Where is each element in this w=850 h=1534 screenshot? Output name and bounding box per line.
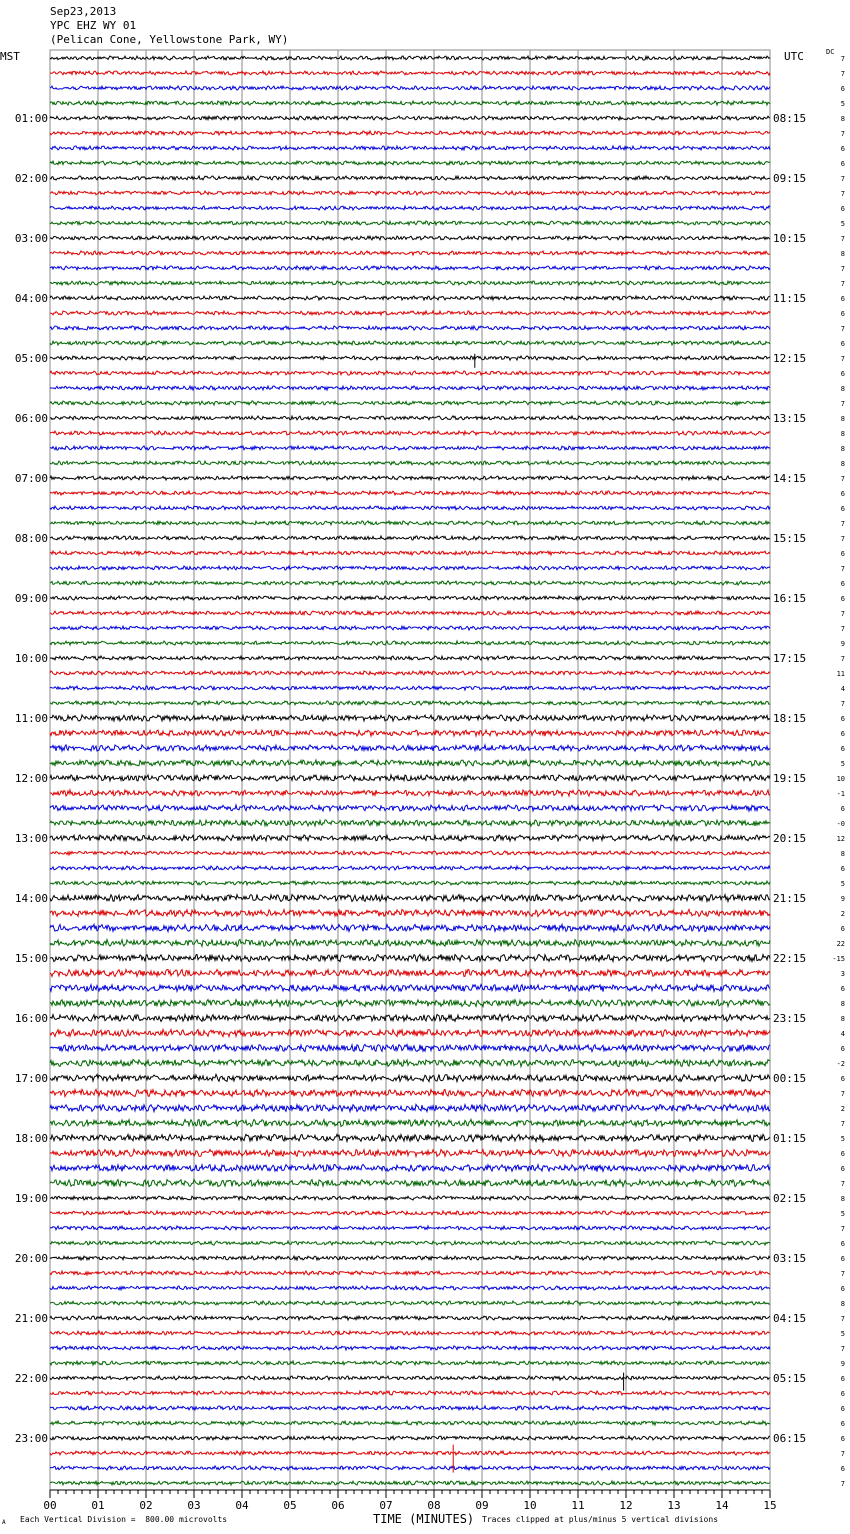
x-tick-label: 02 (139, 1499, 153, 1512)
dc-offset-value: 8 (840, 1195, 845, 1203)
seismic-trace (50, 236, 770, 240)
hour-label-mst: 20:00 (14, 1252, 48, 1265)
seismic-trace (50, 536, 770, 540)
hour-label-mst: 23:00 (14, 1432, 48, 1445)
dc-offset-value: 7 (840, 1315, 845, 1323)
seismic-trace (50, 835, 770, 841)
seismic-trace (50, 521, 770, 525)
hour-label-mst: 15:00 (14, 952, 48, 965)
hour-label-mst: 07:00 (14, 472, 48, 485)
seismic-trace (50, 581, 770, 585)
seismic-trace (50, 56, 770, 60)
seismic-trace (50, 1000, 770, 1007)
seismic-trace (50, 461, 770, 465)
dc-offset-value: 8 (840, 385, 845, 393)
seismic-trace (50, 1361, 770, 1365)
seismic-trace (50, 191, 770, 195)
dc-offset-value: -0 (836, 820, 845, 828)
seismic-trace (50, 221, 770, 225)
hour-label-mst: 19:00 (14, 1192, 48, 1205)
dc-offset-value: 6 (840, 805, 845, 813)
seismic-trace (50, 101, 770, 105)
dc-offset-value: 6 (840, 1435, 845, 1443)
seismic-trace (50, 1211, 770, 1215)
dc-offset-value: 6 (840, 550, 845, 558)
hour-label-utc: 00:15 (773, 1072, 807, 1085)
dc-offset-value: 6 (840, 85, 845, 93)
seismic-trace (50, 356, 770, 360)
hour-label-utc: 22:15 (773, 952, 807, 965)
dc-offset-value: 8 (840, 430, 845, 438)
seismic-trace (50, 86, 770, 90)
hour-label-utc: 13:15 (773, 412, 807, 425)
seismic-trace (50, 506, 770, 510)
dc-offset-value: 2 (840, 1105, 845, 1113)
dc-offset-value: 7 (840, 1180, 845, 1188)
hour-label-utc: 15:15 (773, 532, 807, 545)
x-tick-label: 11 (571, 1499, 585, 1512)
seismic-trace (50, 924, 770, 931)
hour-label-utc: 10:15 (773, 232, 807, 245)
footer-clip: Traces clipped at plus/minus 5 vertical divisions (482, 1515, 719, 1524)
dc-offset-value: 6 (840, 925, 845, 933)
hour-label-utc: 14:15 (773, 472, 807, 485)
seismic-trace (50, 851, 770, 855)
hour-label-mst: 02:00 (14, 172, 48, 185)
dc-offset-value: 5 (840, 880, 845, 888)
hour-label-utc: 03:15 (773, 1252, 807, 1265)
chart-date: Sep23,2013 (50, 5, 117, 18)
dc-offset-value: 6 (840, 160, 845, 168)
dc-offset-value: 8 (840, 1300, 845, 1308)
seismic-trace (50, 161, 770, 165)
dc-offset-value: 6 (840, 1405, 845, 1413)
seismic-trace (50, 1014, 770, 1021)
dc-offset-value: 8 (840, 1015, 845, 1023)
dc-offset-value: 7 (840, 355, 845, 363)
dc-offset-value: 10 (836, 775, 845, 783)
seismic-trace (50, 1421, 770, 1425)
seismic-trace (50, 1134, 770, 1141)
dc-offset-value: 3 (840, 970, 845, 978)
seismic-trace (50, 881, 770, 885)
dc-offset-value: 9 (840, 640, 845, 648)
seismic-trace (50, 1316, 770, 1320)
x-tick-label: 12 (619, 1499, 633, 1512)
dc-offset-value: 7 (840, 70, 845, 78)
x-tick-label: 03 (187, 1499, 201, 1512)
dc-offset-value: 6 (840, 1045, 845, 1053)
dc-offset-value: 11 (836, 670, 845, 678)
station-name: YPC EHZ WY 01 (50, 19, 137, 32)
dc-offset-value: 6 (840, 1375, 845, 1383)
seismic-trace (50, 1286, 770, 1290)
hour-label-utc: 17:15 (773, 652, 807, 665)
dc-offset-value: 2 (840, 910, 845, 918)
seismic-trace (50, 1060, 770, 1067)
seismic-trace (50, 416, 770, 420)
dc-offset-value: 7 (840, 175, 845, 183)
hour-label-utc: 01:15 (773, 1132, 807, 1145)
seismic-trace (50, 251, 770, 255)
dc-offset-value: 6 (840, 295, 845, 303)
seismic-trace (50, 715, 770, 721)
x-tick-label: 00 (43, 1499, 57, 1512)
mst-label: MST (0, 50, 20, 63)
seismic-trace (50, 939, 770, 946)
dc-offset-value: 4 (840, 685, 845, 693)
dc-offset-value: 7 (840, 520, 845, 528)
dc-offset-value: 6 (840, 1150, 845, 1158)
hour-label-mst: 21:00 (14, 1312, 48, 1325)
seismic-trace (50, 745, 770, 751)
dc-offset-value: 6 (840, 1240, 845, 1248)
dc-offset-value: 7 (840, 1450, 845, 1458)
hour-label-mst: 22:00 (14, 1372, 48, 1385)
dc-offset-value: 6 (840, 1285, 845, 1293)
dc-offset-value: 7 (840, 325, 845, 333)
dc-offset-value: 7 (840, 265, 845, 273)
dc-offset-value: 7 (840, 280, 845, 288)
hour-label-mst: 10:00 (14, 652, 48, 665)
seismic-trace (50, 1481, 770, 1485)
dc-offset-value: 8 (840, 1000, 845, 1008)
dc-offset-value: 22 (836, 940, 845, 948)
dc-offset-value: 6 (840, 310, 845, 318)
x-tick-label: 13 (667, 1499, 681, 1512)
dc-offset-value: 7 (840, 1090, 845, 1098)
hour-label-mst: 13:00 (14, 832, 48, 845)
dc-offset-value: 8 (840, 250, 845, 258)
dc-offset-value: 4 (840, 1030, 845, 1038)
hour-label-utc: 20:15 (773, 832, 807, 845)
dc-offset-value: 7 (840, 1225, 845, 1233)
seismic-trace (50, 671, 770, 675)
hour-label-mst: 11:00 (14, 712, 48, 725)
seismic-trace (50, 1241, 770, 1245)
seismic-trace (50, 894, 770, 901)
dc-offset-value: 7 (840, 235, 845, 243)
seismic-trace (50, 1451, 770, 1455)
seismic-trace (50, 326, 770, 330)
hour-label-utc: 09:15 (773, 172, 807, 185)
dc-offset-value: 8 (840, 460, 845, 468)
dc-offset-value: 6 (840, 985, 845, 993)
seismic-trace (50, 656, 770, 660)
dc-offset-value: 5 (840, 1135, 845, 1143)
dc-offset-value: 6 (840, 370, 845, 378)
hour-label-utc: 06:15 (773, 1432, 807, 1445)
dc-offset-value: 7 (840, 55, 845, 63)
seismic-trace (50, 1044, 770, 1051)
dc-offset-value: -2 (836, 1060, 845, 1068)
seismic-trace (50, 805, 770, 811)
dc-offset-value: 6 (840, 715, 845, 723)
seismic-trace (50, 446, 770, 450)
hour-label-mst: 08:00 (14, 532, 48, 545)
seismic-trace (50, 775, 770, 781)
utc-label: UTC (784, 50, 804, 63)
x-axis-title: TIME (MINUTES) (373, 1512, 475, 1526)
seismic-trace (50, 431, 770, 435)
dc-offset-value: 6 (840, 730, 845, 738)
hour-label-mst: 06:00 (14, 412, 48, 425)
seismic-trace (50, 985, 770, 992)
hour-label-mst: 01:00 (14, 112, 48, 125)
dc-offset-value: 7 (840, 610, 845, 618)
dc-offset-value: 8 (840, 445, 845, 453)
dc-offset-value: 6 (840, 865, 845, 873)
x-tick-label: 05 (283, 1499, 297, 1512)
seismic-trace (50, 386, 770, 390)
dc-offset-value: 7 (840, 190, 845, 198)
dc-offset-value: 7 (840, 565, 845, 573)
seismic-trace (50, 1256, 770, 1260)
dc-offset-value: 7 (840, 1480, 845, 1488)
seismic-trace (50, 1196, 770, 1200)
hour-label-mst: 09:00 (14, 592, 48, 605)
seismic-trace (50, 71, 770, 75)
dc-offset-value: 12 (836, 835, 845, 843)
hour-label-utc: 12:15 (773, 352, 807, 365)
hour-label-mst: 14:00 (14, 892, 48, 905)
hour-label-utc: 16:15 (773, 592, 807, 605)
dc-offset-value: 8 (840, 115, 845, 123)
dc-offset-value: 7 (840, 130, 845, 138)
seismic-trace (50, 1376, 770, 1380)
footer-mark: A (2, 1519, 6, 1526)
dc-offset-value: 5 (840, 1330, 845, 1338)
dc-offset-value: 6 (840, 1420, 845, 1428)
seismic-trace (50, 701, 770, 705)
seismic-trace (50, 596, 770, 600)
seismic-trace (50, 686, 770, 690)
x-tick-label: 15 (763, 1499, 777, 1512)
dc-offset-value: 7 (840, 1345, 845, 1353)
dc-offset-value: -1 (836, 790, 845, 798)
dc-offset-value: 6 (840, 505, 845, 513)
hour-label-mst: 18:00 (14, 1132, 48, 1145)
seismic-trace (50, 611, 770, 615)
dc-offset-value: 6 (840, 580, 845, 588)
seismic-trace (50, 626, 770, 630)
seismic-trace (50, 476, 770, 480)
dc-offset-value: 7 (840, 655, 845, 663)
seismic-trace (50, 551, 770, 555)
seismic-trace (50, 969, 770, 976)
seismic-trace (50, 176, 770, 180)
dc-offset-value: 6 (840, 1255, 845, 1263)
dc-offset-value: 5 (840, 760, 845, 768)
dc-offset-value: 5 (840, 100, 845, 108)
dc-offset-value: 8 (840, 850, 845, 858)
seismic-trace (50, 730, 770, 736)
seismic-trace (50, 281, 770, 285)
seismic-trace (50, 1406, 770, 1410)
seismic-trace (50, 131, 770, 135)
x-tick-label: 14 (715, 1499, 729, 1512)
dc-offset-value: 7 (840, 700, 845, 708)
seismic-trace (50, 1089, 770, 1096)
seismic-trace (50, 1331, 770, 1335)
seismic-trace (50, 491, 770, 495)
seismic-trace (50, 1119, 770, 1126)
seismic-trace (50, 1029, 770, 1036)
seismic-trace (50, 266, 770, 270)
hour-label-utc: 02:15 (773, 1192, 807, 1205)
seismic-trace (50, 954, 770, 961)
station-location: (Pelican Cone, Yellowstone Park, WY) (50, 33, 289, 46)
seismic-trace (50, 641, 770, 645)
seismic-trace (50, 866, 770, 870)
dc-offset-value: -15 (832, 955, 845, 963)
seismic-trace (50, 1165, 770, 1172)
seismic-trace (50, 820, 770, 826)
dc-offset-value: 7 (840, 625, 845, 633)
hour-label-mst: 16:00 (14, 1012, 48, 1025)
seismic-trace (50, 1436, 770, 1440)
seismic-trace (50, 116, 770, 120)
dc-offset-value: 7 (840, 475, 845, 483)
dc-offset-value: 5 (840, 220, 845, 228)
seismic-trace (50, 371, 770, 375)
hour-label-mst: 03:00 (14, 232, 48, 245)
x-tick-label: 06 (331, 1499, 345, 1512)
seismic-trace (50, 206, 770, 210)
dc-offset-value: 6 (840, 205, 845, 213)
dc-offset-value: 8 (840, 415, 845, 423)
seismic-trace (50, 296, 770, 300)
seismic-trace (50, 1074, 770, 1081)
x-tick-label: 07 (379, 1499, 393, 1512)
dc-offset-value: 7 (840, 1120, 845, 1128)
seismic-trace (50, 1391, 770, 1395)
seismic-trace (50, 566, 770, 570)
hour-label-utc: 21:15 (773, 892, 807, 905)
dc-offset-value: 6 (840, 490, 845, 498)
seismic-trace (50, 790, 770, 796)
dc-offset-value: 9 (840, 895, 845, 903)
hour-label-utc: 18:15 (773, 712, 807, 725)
x-tick-label: 04 (235, 1499, 249, 1512)
hour-label-utc: 04:15 (773, 1312, 807, 1325)
dc-offset-value: 7 (840, 535, 845, 543)
hour-label-utc: 19:15 (773, 772, 807, 785)
dc-offset-value: 6 (840, 340, 845, 348)
x-tick-label: 09 (475, 1499, 489, 1512)
hour-label-utc: 23:15 (773, 1012, 807, 1025)
x-tick-label: 01 (91, 1499, 105, 1512)
seismic-trace (50, 1226, 770, 1230)
dc-offset-value: 9 (840, 1360, 845, 1368)
dc-offset-value: 6 (840, 1165, 845, 1173)
seismic-trace (50, 909, 770, 916)
footer-scale: Each Vertical Division = 800.00 microvolts (20, 1515, 228, 1524)
seismic-trace (50, 146, 770, 150)
seismic-trace (50, 401, 770, 405)
hour-label-mst: 17:00 (14, 1072, 48, 1085)
seismic-trace (50, 311, 770, 315)
seismic-trace (50, 341, 770, 345)
x-tick-label: 10 (523, 1499, 537, 1512)
dc-offset-value: 6 (840, 595, 845, 603)
x-tick-label: 08 (427, 1499, 441, 1512)
hour-label-mst: 12:00 (14, 772, 48, 785)
hour-label-utc: 11:15 (773, 292, 807, 305)
dc-offset-value: 7 (840, 400, 845, 408)
dc-offset-value: 5 (840, 1210, 845, 1218)
dc-offset-value: 6 (840, 745, 845, 753)
seismic-trace (50, 760, 770, 766)
dc-label: DC (826, 48, 835, 56)
hour-label-utc: 05:15 (773, 1372, 807, 1385)
dc-offset-value: 6 (840, 1075, 845, 1083)
seismic-trace (50, 1301, 770, 1305)
dc-offset-value: 7 (840, 1270, 845, 1278)
dc-offset-value: 6 (840, 145, 845, 153)
seismic-trace (50, 1104, 770, 1111)
seismic-trace (50, 1271, 770, 1275)
seismic-trace (50, 1466, 770, 1470)
hour-label-mst: 05:00 (14, 352, 48, 365)
hour-label-mst: 04:00 (14, 292, 48, 305)
dc-offset-value: 6 (840, 1390, 845, 1398)
seismic-trace (50, 1149, 770, 1156)
hour-label-utc: 08:15 (773, 112, 807, 125)
dc-offset-value: 6 (840, 1465, 845, 1473)
seismic-trace (50, 1179, 770, 1186)
seismic-trace (50, 1346, 770, 1350)
